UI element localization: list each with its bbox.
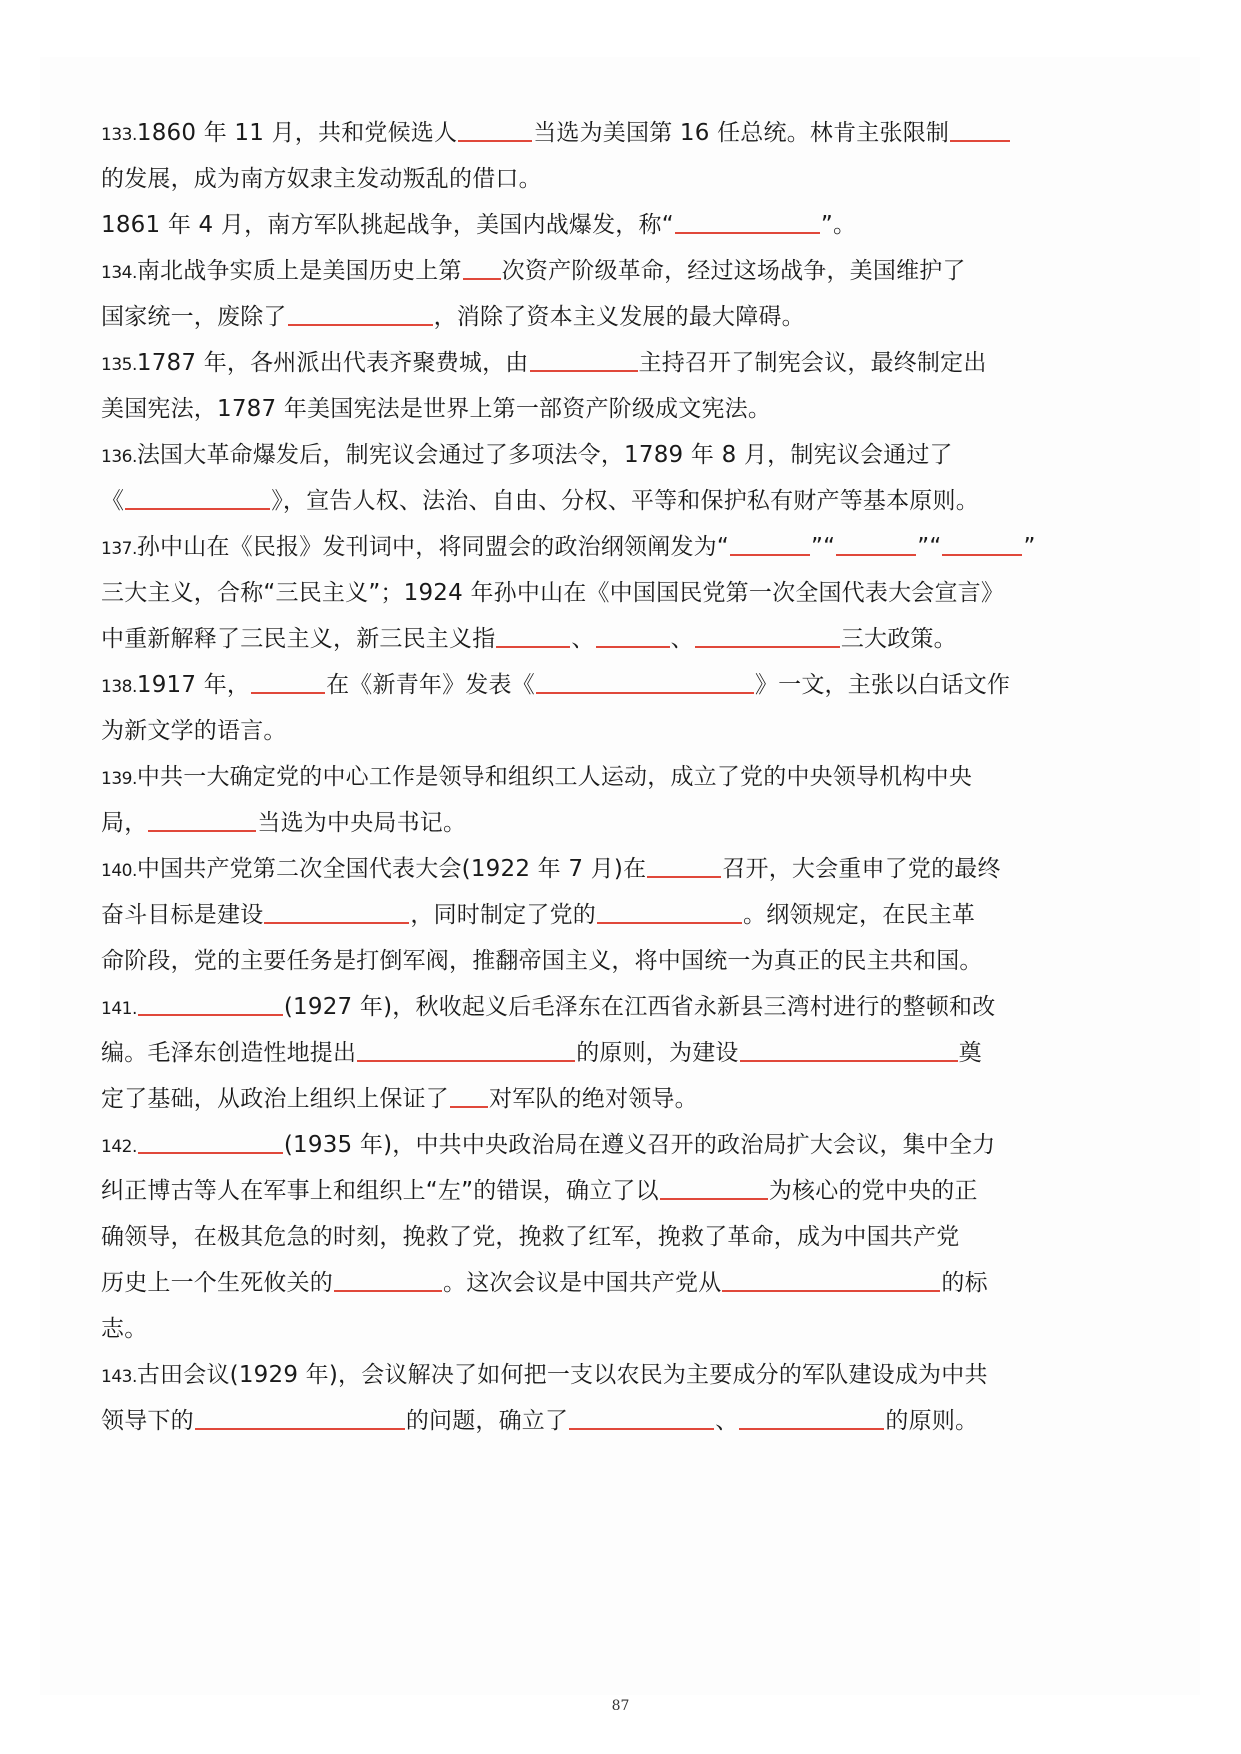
question-line xyxy=(101,1168,1016,1214)
question-text: 的原则。 xyxy=(885,1408,979,1434)
question-text: 的发展，成为南方奴隶主发动叛乱的借口。 xyxy=(101,166,542,192)
question-line xyxy=(101,1352,1016,1398)
question-text: 召开，大会重申了党的最终 xyxy=(722,856,1001,882)
fill-in-blank[interactable] xyxy=(138,1151,283,1154)
fill-in-blank[interactable] xyxy=(722,1289,940,1292)
question-line xyxy=(101,616,1016,662)
fill-in-blank[interactable] xyxy=(458,139,532,142)
question-text: 三大政策。 xyxy=(840,626,957,652)
question-text: 》一文，主张以白话文作 xyxy=(754,672,1011,698)
question-text: 主持召开了制宪会议，最终制定出 xyxy=(638,350,987,376)
question-line xyxy=(101,202,1016,248)
question-text: 1917 年， xyxy=(136,672,251,698)
question-line xyxy=(101,1306,1016,1352)
question-text: 、 xyxy=(715,1408,739,1434)
question-number: 140. xyxy=(101,861,137,881)
question-134 xyxy=(101,248,1016,340)
question-line xyxy=(101,340,1016,386)
question-line xyxy=(101,294,1016,340)
question-line xyxy=(101,524,1036,570)
fill-in-blank[interactable] xyxy=(288,323,433,326)
question-133 xyxy=(101,110,1016,248)
question-line xyxy=(101,938,1016,984)
question-text: 定了基础，从政治上组织上保证了 xyxy=(101,1086,449,1112)
fill-in-blank[interactable] xyxy=(597,921,742,924)
question-139 xyxy=(101,754,1016,846)
question-text: 的问题，确立了 xyxy=(405,1408,569,1434)
question-143 xyxy=(101,1352,1016,1444)
question-line xyxy=(101,110,1016,156)
question-line xyxy=(101,386,1016,432)
question-text: 当选为中央局书记。 xyxy=(257,810,467,836)
question-line xyxy=(101,984,1016,1030)
question-line xyxy=(101,708,1016,754)
question-text: 编。毛泽东创造性地提出 xyxy=(101,1040,357,1066)
question-text: 当选为美国第 16 任总统。林肯主张限制 xyxy=(533,120,950,146)
question-text: 纠正博古等人在军事上和组织上“左”的错误，确立了以 xyxy=(101,1178,659,1204)
fill-in-blank[interactable] xyxy=(730,553,810,556)
question-line xyxy=(101,800,1016,846)
question-text: 奋斗目标是建设 xyxy=(101,902,264,928)
question-line xyxy=(101,432,1016,478)
fill-in-blank[interactable] xyxy=(125,507,270,510)
question-line xyxy=(101,1030,1016,1076)
question-137 xyxy=(101,524,1036,662)
fill-in-blank[interactable] xyxy=(647,875,721,878)
question-text: 中国共产党第二次全国代表大会(1922 年 7 月)在 xyxy=(136,856,647,882)
question-text: 1861 年 4 月，南方军队挑起战争，美国内战爆发，称“ xyxy=(101,212,674,238)
fill-in-blank[interactable] xyxy=(596,645,670,648)
question-text: ”。 xyxy=(820,212,857,238)
fill-in-blank[interactable] xyxy=(148,829,256,832)
fill-in-blank[interactable] xyxy=(450,1105,488,1108)
question-141 xyxy=(101,984,1016,1122)
page-number: 87 xyxy=(611,1698,630,1714)
fill-in-blank[interactable] xyxy=(496,645,570,648)
question-number: 139. xyxy=(101,769,137,789)
question-text: (1927 年)，秋收起义后毛泽东在江西省永新县三湾村进行的整顿和改 xyxy=(283,994,996,1020)
question-line xyxy=(101,754,1016,800)
fill-in-blank[interactable] xyxy=(530,369,638,372)
question-number: 137. xyxy=(101,539,137,559)
question-line xyxy=(101,248,1016,294)
question-number: 135. xyxy=(101,355,137,375)
question-142 xyxy=(101,1122,1016,1352)
question-line xyxy=(101,1260,1016,1306)
question-text: ”“ xyxy=(810,534,836,560)
question-line xyxy=(101,1398,1016,1444)
question-text: 对军队的绝对领导。 xyxy=(489,1086,698,1112)
question-text: (1935 年)，中共中央政治局在遵义召开的政治局扩大会议，集中全力 xyxy=(283,1132,996,1158)
question-line xyxy=(101,846,1016,892)
question-text: 三大主义，合称“三民主义”；1924 年孙中山在《中国国民党第一次全国代表大会宣言》 xyxy=(101,580,1005,606)
question-number: 138. xyxy=(101,677,137,697)
question-text: 确领导，在极其危急的时刻，挽救了党，挽救了红军，挽救了革命，成为中国共产党 xyxy=(101,1224,960,1250)
question-line xyxy=(101,478,1016,524)
question-text: 《 xyxy=(101,488,125,514)
question-text: 在《新青年》发表《 xyxy=(326,672,535,698)
question-line xyxy=(101,1122,1016,1168)
fill-in-blank[interactable] xyxy=(264,921,409,924)
question-number: 142. xyxy=(101,1137,137,1157)
question-number: 134. xyxy=(101,263,137,283)
question-number: 141. xyxy=(101,999,137,1019)
fill-in-blank[interactable] xyxy=(334,1289,442,1292)
question-text: 国家统一，废除了 xyxy=(101,304,287,330)
question-text: 南北战争实质上是美国历史上第 xyxy=(136,258,462,284)
question-line xyxy=(101,892,1016,938)
question-text: 1787 年，各州派出代表齐聚费城，由 xyxy=(136,350,529,376)
fill-in-blank[interactable] xyxy=(357,1059,575,1062)
fill-in-blank[interactable] xyxy=(739,1427,884,1430)
question-138 xyxy=(101,662,1016,754)
fill-in-blank[interactable] xyxy=(740,1059,958,1062)
question-text: 奠 xyxy=(958,1040,982,1066)
question-text: 1860 年 11 月，共和党候选人 xyxy=(136,120,458,146)
question-text: 法国大革命爆发后，制宪议会通过了多项法令，1789 年 8 月，制宪议会通过了 xyxy=(136,442,953,468)
question-text: 为核心的党中央的正 xyxy=(768,1178,978,1204)
question-text: 领导下的 xyxy=(101,1408,194,1434)
question-text: 局， xyxy=(101,810,148,836)
question-136 xyxy=(101,432,1016,524)
question-line xyxy=(101,570,1016,616)
fill-in-blank[interactable] xyxy=(950,139,1010,142)
question-text: 》，宣告人权、法治、自由、分权、平等和保护私有财产等基本原则。 xyxy=(271,488,979,514)
question-number: 133. xyxy=(101,125,137,145)
fill-in-blank[interactable] xyxy=(695,645,840,648)
question-text: 的原则，为建设 xyxy=(576,1040,739,1066)
question-text: 中共一大确定党的中心工作是领导和组织工人运动，成立了党的中央领导机构中央 xyxy=(136,764,973,790)
question-line xyxy=(101,1076,1016,1122)
question-text: 、 xyxy=(670,626,694,652)
question-text: ，消除了资本主义发展的最大障碍。 xyxy=(433,304,805,330)
fill-in-blank[interactable] xyxy=(942,553,1022,556)
question-text: 历史上一个生死攸关的 xyxy=(101,1270,333,1296)
question-text: 。这次会议是中国共产党从 xyxy=(443,1270,722,1296)
fill-in-blank[interactable] xyxy=(251,691,325,694)
question-list xyxy=(101,110,1036,1444)
question-text: 、 xyxy=(571,626,595,652)
fill-in-blank[interactable] xyxy=(536,691,754,694)
question-text: 的标 xyxy=(941,1270,988,1296)
fill-in-blank[interactable] xyxy=(675,231,820,234)
fill-in-blank[interactable] xyxy=(836,553,916,556)
fill-in-blank[interactable] xyxy=(138,1013,283,1016)
fill-in-blank[interactable] xyxy=(569,1427,714,1430)
question-text: 次资产阶级革命，经过这场战争，美国维护了 xyxy=(501,258,966,284)
question-line xyxy=(101,156,1016,202)
question-text: 古田会议(1929 年)，会议解决了如何把一支以农民为主要成分的军队建设成为中共 xyxy=(136,1362,988,1388)
fill-in-blank[interactable] xyxy=(660,1197,768,1200)
question-text: 。纲领规定，在民主革 xyxy=(743,902,976,928)
question-line xyxy=(101,662,1016,708)
question-text: ”“ xyxy=(917,534,942,560)
question-140 xyxy=(101,846,1016,984)
question-number: 136. xyxy=(101,447,137,467)
question-number: 143. xyxy=(101,1367,137,1387)
question-text: ，同时制定了党的 xyxy=(410,902,597,928)
question-text: 美国宪法，1787 年美国宪法是世界上第一部资产阶级成文宪法。 xyxy=(101,396,772,422)
question-text: 中重新解释了三民主义，新三民主义指 xyxy=(101,626,496,652)
question-text: 志。 xyxy=(101,1316,148,1342)
question-text: ” xyxy=(1023,534,1036,560)
fill-in-blank[interactable] xyxy=(463,277,501,280)
fill-in-blank[interactable] xyxy=(195,1427,405,1430)
question-text: 命阶段，党的主要任务是打倒军阀，推翻帝国主义，将中国统一为真正的民主共和国。 xyxy=(101,948,983,974)
question-text: 为新文学的语言。 xyxy=(101,718,287,744)
question-135 xyxy=(101,340,1016,432)
question-line xyxy=(101,1214,1016,1260)
question-text: 孙中山在《民报》发刊词中，将同盟会的政治纲领阐发为“ xyxy=(136,534,729,560)
